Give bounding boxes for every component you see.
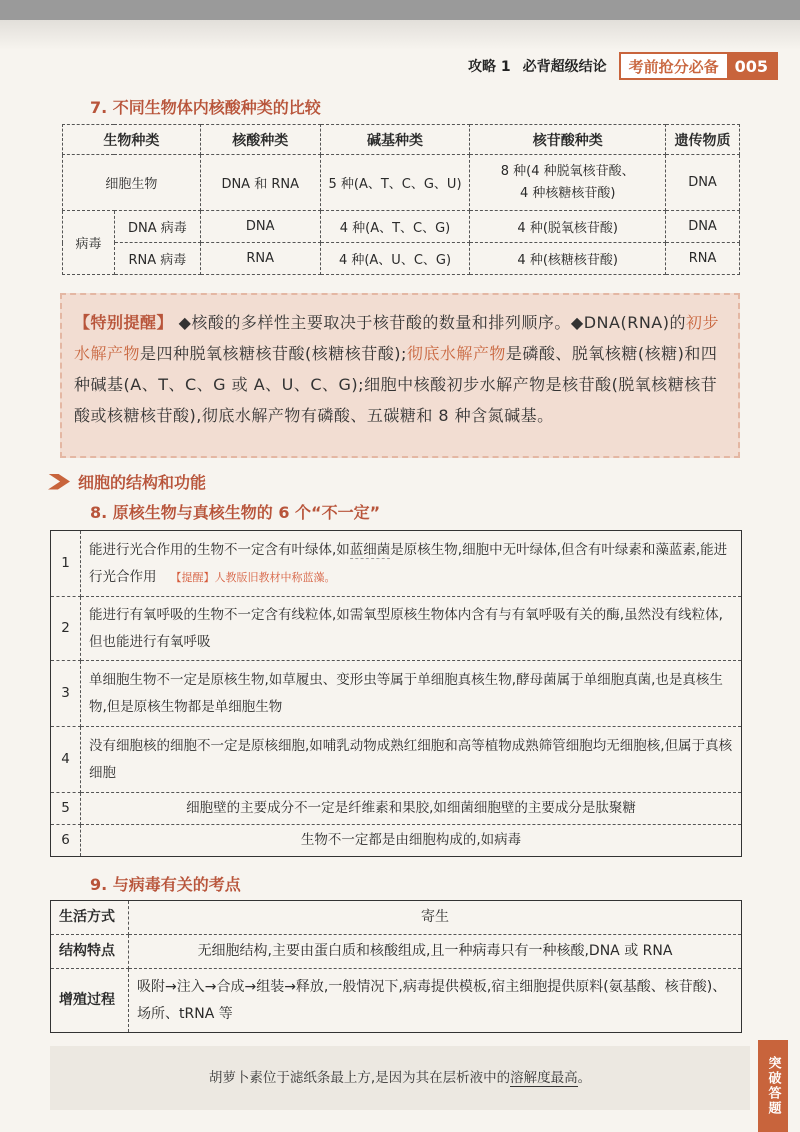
table-row — [63, 211, 740, 243]
table-row — [51, 969, 742, 1033]
table-row — [51, 901, 742, 935]
row1-text-a: 能进行光合作用的生物不一定含有叶绿体,如 — [89, 541, 350, 558]
reminder-highlight-2: 彻底水解产物 — [406, 344, 506, 363]
cell-organism-genetic: DNA — [666, 155, 740, 211]
row1-text-b: 是原核生物,细胞中无叶绿体,但含有叶绿素和藻蓝素,能进行光合作用 — [89, 541, 728, 585]
table-row — [51, 793, 742, 825]
table-header-row — [63, 125, 740, 155]
dna-virus-genetic: DNA — [666, 211, 740, 243]
top-band — [0, 0, 800, 20]
virus-label: 病毒 — [63, 211, 115, 275]
cell-organism-nucleotides — [470, 155, 666, 211]
reminder-text-3: 是磷酸、脱氧核糖(核糖)和四种碱基(A、T、C、G 或 A、U、C、G);细胞中核酸初步水解产物是核苷酸(脱氧核糖核苷酸或核糖核苷酸),彻底水解产物有磷酸、五碳糖和 8 种含氮碱基。 — [74, 344, 718, 425]
header-cell: 生物种类 — [63, 125, 201, 155]
table-row — [51, 825, 742, 857]
section9-title: 9. 与病毒有关的考点 — [90, 875, 241, 894]
row-number: 1 — [51, 531, 81, 597]
row-number: 6 — [51, 825, 81, 857]
nucleotides-line1: 8 种(4 种脱氧核苷酸、 — [500, 163, 635, 179]
top-band-shadow — [0, 20, 800, 50]
header-badge — [619, 52, 778, 80]
header-chapter: 攻略 1 — [467, 59, 511, 75]
table-row — [63, 155, 740, 211]
reminder-text-2: 是四种脱氧核糖核苷酸(核糖核苷酸); — [140, 344, 407, 363]
side-tab[interactable]: 突破答题 — [758, 1040, 788, 1132]
header-cell: 碱基种类 — [320, 125, 470, 155]
rna-virus-name: RNA 病毒 — [114, 243, 200, 275]
table-row — [51, 531, 742, 597]
chapter-title: 细胞的结构和功能 — [78, 473, 207, 492]
table-row — [51, 727, 742, 793]
dna-virus-nucleic: DNA — [200, 211, 320, 243]
rna-virus-genetic: RNA — [666, 243, 740, 275]
row-value: 寄生 — [129, 901, 742, 935]
reminder-tag: 【特别提醒】 — [74, 313, 174, 332]
row-text: 单细胞生物不一定是原核生物,如草履虫、变形虫等属于单细胞真核生物,酵母菌属于单细胞真菌,也是真核生物,但是原核生物都是单细胞生物 — [81, 661, 742, 727]
footer-tip — [50, 1046, 750, 1110]
nucleotides-line2: 4 种核糖核苷酸) — [519, 185, 616, 201]
row-text — [81, 531, 742, 597]
rna-virus-nucleic: RNA — [200, 243, 320, 275]
row1-note: 【提醒】人教版旧教材中称蓝藻。 — [170, 570, 336, 584]
row-text: 生物不一定都是由细胞构成的,如病毒 — [81, 825, 742, 857]
row-number: 3 — [51, 661, 81, 727]
page-number: 005 — [727, 54, 776, 78]
dna-virus-name: DNA 病毒 — [114, 211, 200, 243]
table-row — [51, 661, 742, 727]
chevron-right-icon — [48, 474, 70, 490]
row1-text-underline: 蓝细菌 — [349, 541, 391, 558]
cell-organism-bases: 5 种(A、T、C、G、U) — [320, 155, 470, 211]
row-key: 增殖过程 — [51, 969, 129, 1033]
special-reminder-box — [60, 293, 740, 458]
row-value: 吸附→注入→合成→组装→释放,一般情况下,病毒提供模板,宿主细胞提供原料(氨基酸、核苷酸)、场所、tRNA 等 — [129, 969, 742, 1033]
nucleic-acid-table — [62, 124, 740, 275]
page-header — [468, 52, 778, 80]
table-row — [51, 597, 742, 661]
dna-virus-bases: 4 种(A、T、C、G) — [320, 211, 470, 243]
row-number: 4 — [51, 727, 81, 793]
row-text: 细胞壁的主要成分不一定是纤维素和果胶,如细菌细胞壁的主要成分是肽聚糖 — [81, 793, 742, 825]
header-cell: 核酸种类 — [200, 125, 320, 155]
row-key: 结构特点 — [51, 935, 129, 969]
rna-virus-bases: 4 种(A、U、C、G) — [320, 243, 470, 275]
row-text: 能进行有氧呼吸的生物不一定含有线粒体,如需氧型原核生物体内含有与有氧呼吸有关的酶,虽然没有线粒体,但也能进行有氧呼吸 — [81, 597, 742, 661]
reminder-highlight-1: 初步水解产物 — [74, 313, 719, 363]
prokaryote-table — [50, 530, 742, 857]
row-number: 2 — [51, 597, 81, 661]
header-title: 必背超级结论 — [522, 59, 607, 75]
virus-table — [50, 900, 742, 1033]
footer-text-underline: 溶解度最高 — [510, 1070, 578, 1086]
row-text: 没有细胞核的细胞不一定是原核细胞,如哺乳动物成熟红细胞和高等植物成熟筛管细胞均无细胞核,但属于真核细胞 — [81, 727, 742, 793]
rna-virus-nucleotides: 4 种(核糖核苷酸) — [470, 243, 666, 275]
chapter-heading — [48, 470, 206, 493]
table-row — [51, 935, 742, 969]
header-cell: 遗传物质 — [666, 125, 740, 155]
row-value: 无细胞结构,主要由蛋白质和核酸组成,且一种病毒只有一种核酸,DNA 或 RNA — [129, 935, 742, 969]
reminder-text-1: ◆核酸的多样性主要取决于核苷酸的数量和排列顺序。◆DNA(RNA)的 — [178, 313, 686, 332]
table-row — [63, 243, 740, 275]
row-key: 生活方式 — [51, 901, 129, 935]
dna-virus-nucleotides: 4 种(脱氧核苷酸) — [470, 211, 666, 243]
header-badge-label: 考前抢分必备 — [621, 54, 727, 78]
header-cell: 核苷酸种类 — [470, 125, 666, 155]
footer-text-a: 胡萝卜素位于滤纸条最上方,是因为其在层析液中的 — [208, 1070, 511, 1086]
section7-title: 7. 不同生物体内核酸种类的比较 — [90, 98, 321, 117]
row-number: 5 — [51, 793, 81, 825]
cell-organism-name: 细胞生物 — [63, 155, 201, 211]
section8-title: 8. 原核生物与真核生物的 6 个“不一定” — [90, 503, 381, 522]
cell-organism-nucleic: DNA 和 RNA — [200, 155, 320, 211]
footer-text-b: 。 — [577, 1070, 592, 1086]
